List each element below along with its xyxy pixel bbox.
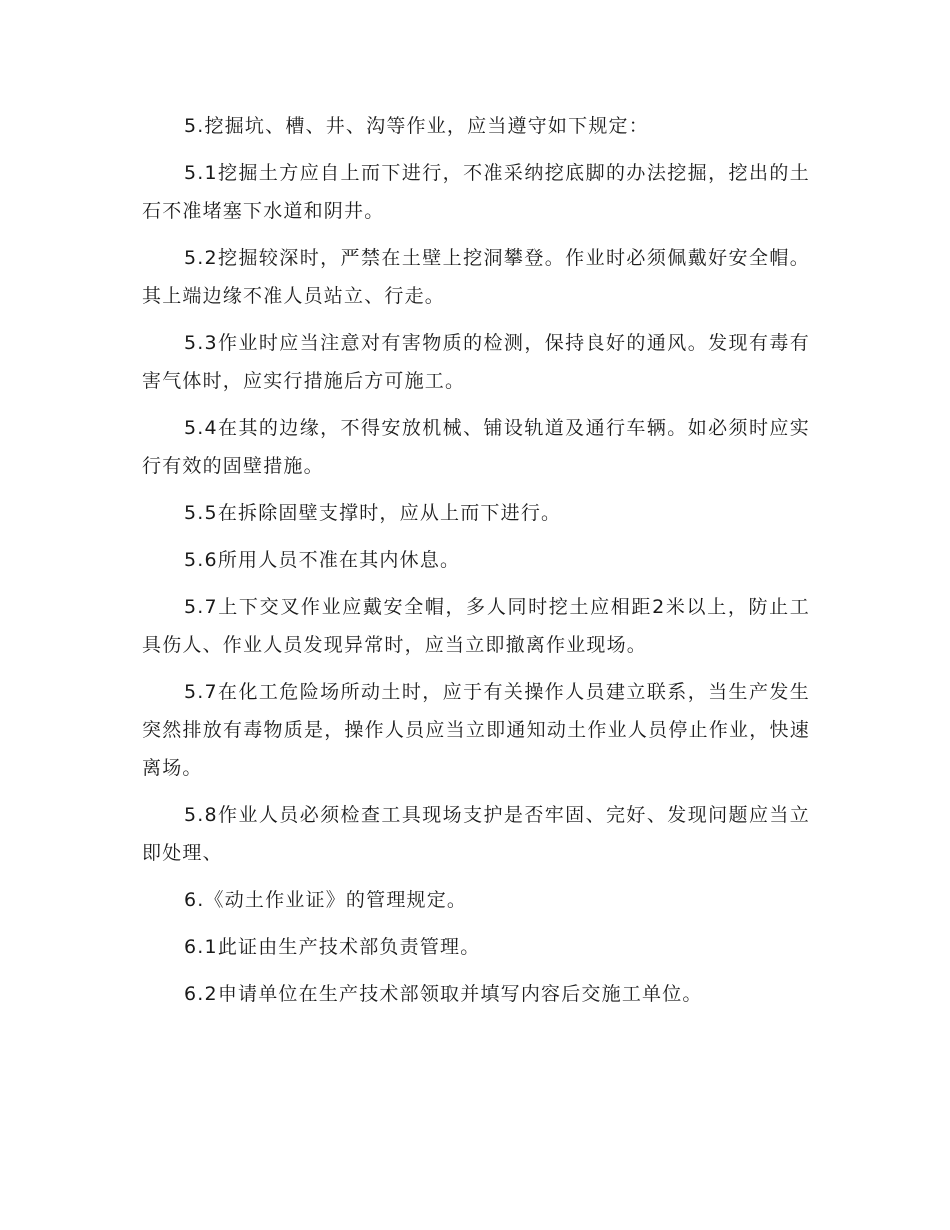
paragraph-5-4: 5.4在其的边缘，不得安放机械、铺设轨道及通行车辆。如必须时应实行有效的固壁措施。 bbox=[142, 417, 810, 477]
paragraph-5-8: 5.8作业人员必须检查工具现场支护是否牢固、完好、发现问题应当立即处理、 bbox=[142, 804, 810, 864]
paragraph-6: 6.《动土作业证》的管理规定。 bbox=[184, 889, 468, 911]
paragraph-5-2: 5.2挖掘较深时，严禁在土壁上挖洞攀登。作业时必须佩戴好安全帽。其上端边缘不准人员站立、行走。 bbox=[142, 247, 810, 307]
paragraph-6-1: 6.1此证由生产技术部负责管理。 bbox=[184, 936, 481, 958]
paragraph-5-5: 5.5在拆除固壁支撑时，应从上而下进行。 bbox=[184, 502, 562, 524]
paragraph-5-6: 5.6所用人员不准在其内休息。 bbox=[184, 549, 461, 571]
paragraph-5-1: 5.1挖掘土方应自上而下进行，不准采纳挖底脚的办法挖掘，挖出的土石不准堵塞下水道和阴井。 bbox=[142, 162, 810, 222]
paragraph-5-7a: 5.7上下交叉作业应戴安全帽，多人同时挖土应相距2米以上，防止工具伤人、作业人员发现异常时，应当立即撤离作业现场。 bbox=[142, 596, 810, 656]
paragraph-5-3: 5.3作业时应当注意对有害物质的检测，保持良好的通风。发现有毒有害气体时，应实行措施后方可施工。 bbox=[142, 332, 810, 392]
paragraph-5-7b: 5.7在化工危险场所动土时，应于有关操作人员建立联系，当生产发生突然排放有毒物质是，操作人员应当立即通知动土作业人员停止作业，快速离场。 bbox=[142, 681, 810, 779]
paragraph-5: 5.挖掘坑、槽、井、沟等作业，应当遵守如下规定： bbox=[184, 115, 649, 137]
document-body bbox=[142, 107, 810, 1022]
paragraph-6-2: 6.2申请单位在生产技术部领取并填写内容后交施工单位。 bbox=[184, 983, 703, 1005]
